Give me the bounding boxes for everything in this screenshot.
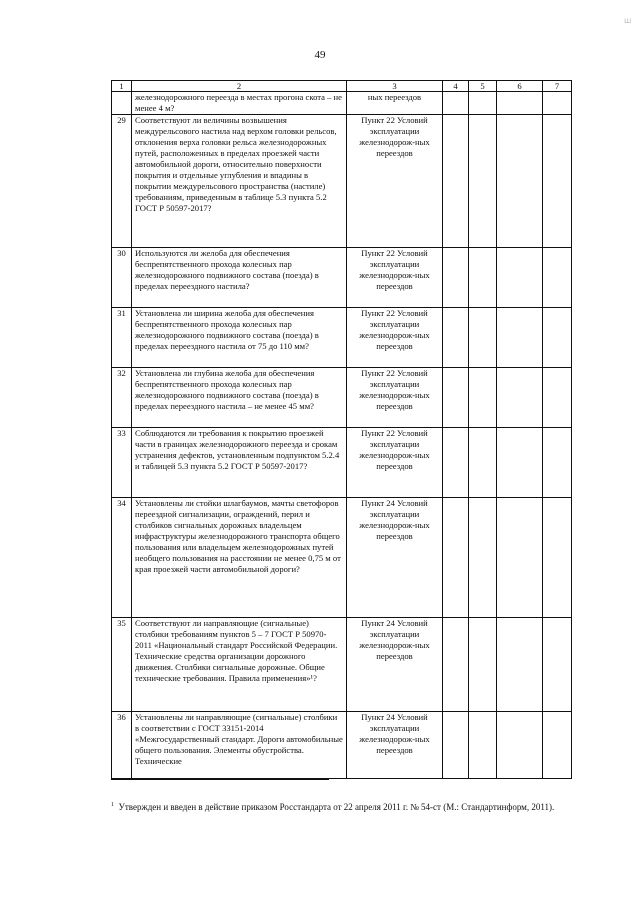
column-header: 3 [347, 81, 443, 92]
row-number: 33 [112, 428, 132, 498]
table-row [112, 308, 572, 368]
table-row [112, 368, 572, 428]
row-number: 35 [112, 618, 132, 712]
requirement-question: Установлена ли ширина желоба для обеспечения беспрепятственного прохода колесных пар железнодорожного подвижного состава (поезда) в пределах переездного настила от 75 до 110 мм? [132, 308, 347, 368]
page-number: 49 [314, 49, 326, 61]
column-header: 4 [443, 81, 469, 92]
requirement-question: Соблюдаются ли требования к покрытию проезжей части в границах железнодорожного переезда и срокам устранения дефектов, установленным подпунктом 5.2.4 и таблицей 5.3 пункта 5.2 ГОСТ Р 50597-2017? [132, 428, 347, 498]
table-row [112, 248, 572, 308]
table-row [112, 618, 572, 712]
answer-cell [443, 92, 469, 115]
answer-cell [443, 498, 469, 618]
row-number: 34 [112, 498, 132, 618]
answer-cell [543, 92, 572, 115]
answer-cell [497, 92, 543, 115]
table-row [112, 498, 572, 618]
answer-cell [443, 428, 469, 498]
answer-cell [497, 428, 543, 498]
requirement-question: Установлена ли глубина желоба для обеспечения беспрепятственного прохода колесных пар железнодорожного подвижного состава (поезда) в пределах переездного настила – не менее 45 мм? [132, 368, 347, 428]
answer-cell [469, 92, 497, 115]
answer-cell [543, 368, 572, 428]
requirement-question: Установлены ли направляющие (сигнальные) столбики в соответствии с ГОСТ 33151-2014 «Межгосударственный стандарт. Дороги автомобильные общего пользования. Элементы обустройства. Технические [132, 712, 347, 779]
answer-cell [497, 712, 543, 779]
legal-basis: Пункт 24 Условий эксплуатации железнодорож-ных переездов [347, 618, 443, 712]
answer-cell [469, 428, 497, 498]
answer-cell [543, 248, 572, 308]
row-number: 29 [112, 115, 132, 248]
column-header: 1 [112, 81, 132, 92]
footnote-divider [111, 779, 329, 780]
answer-cell [469, 368, 497, 428]
answer-cell [497, 498, 543, 618]
answer-cell [497, 248, 543, 308]
answer-cell [443, 618, 469, 712]
requirement-question: Используются ли желоба для обеспечения беспрепятственного прохода колесных пар железнодорожного подвижного состава (поезда) в пределах переездного настила? [132, 248, 347, 308]
answer-cell [497, 618, 543, 712]
footnote-text: Утвержден и введен в действие приказом Росстандарта от 22 апреля 2011 г. № 54-ст (М.: Стандартинформ, 2011). [118, 802, 555, 812]
answer-cell [443, 712, 469, 779]
answer-cell [543, 428, 572, 498]
requirement-question: Соответствуют ли величины возвышения междурельсового настила над верхом головки рельсов, отклонения верха головки рельса железнодорожных путей, расположенных в пределах проезжей части автомобильной дороги, относительно поверхности покрытия и отдельные углубления и впадины в покрытии междурельсового пространства (настиле) требованиям, приведенным в таблице 5.3 пункта 5.2 ГОСТ Р 50597-2017? [132, 115, 347, 248]
answer-cell [497, 368, 543, 428]
legal-basis: ных переездов [347, 92, 443, 115]
answer-cell [497, 308, 543, 368]
answer-cell [497, 115, 543, 248]
column-header: 7 [543, 81, 572, 92]
answer-cell [469, 115, 497, 248]
row-number: 30 [112, 248, 132, 308]
table-row [112, 428, 572, 498]
answer-cell [443, 368, 469, 428]
answer-cell [469, 712, 497, 779]
answer-cell [443, 115, 469, 248]
legal-basis: Пункт 22 Условий эксплуатации железнодорож-ных переездов [347, 428, 443, 498]
footnote-marker: 1 [111, 802, 114, 808]
legal-basis: Пункт 22 Условий эксплуатации железнодорож-ных переездов [347, 308, 443, 368]
requirement-question: Соответствуют ли направляющие (сигнальные) столбики требованиям пунктов 5 – 7 ГОСТ Р 50970-2011 «Национальный стандарт Российской Федерации. Технические средства организации дорожного движения. Столбики сигнальные дорожные. Общие технические требования. Правила применения»¹? [132, 618, 347, 712]
row-number [112, 92, 132, 115]
legal-basis: Пункт 24 Условий эксплуатации железнодорож-ных переездов [347, 712, 443, 779]
legal-basis: Пункт 22 Условий эксплуатации железнодорож-ных переездов [347, 368, 443, 428]
requirement-question: железнодорожного переезда в местах прогона скота – не менее 4 м? [132, 92, 347, 115]
checklist-table [111, 80, 572, 779]
row-number: 31 [112, 308, 132, 368]
legal-basis: Пункт 22 Условий эксплуатации железнодорож-ных переездов [347, 248, 443, 308]
table-header-row [112, 81, 572, 92]
answer-cell [543, 618, 572, 712]
answer-cell [469, 248, 497, 308]
footnote [111, 799, 571, 813]
column-header: 5 [469, 81, 497, 92]
legal-basis: Пункт 22 Условий эксплуатации железнодорож-ных переездов [347, 115, 443, 248]
answer-cell [543, 115, 572, 248]
answer-cell [443, 248, 469, 308]
table-row [112, 92, 572, 115]
answer-cell [543, 308, 572, 368]
column-header: 2 [132, 81, 347, 92]
table-row [112, 712, 572, 779]
answer-cell [469, 498, 497, 618]
answer-cell [543, 712, 572, 779]
column-header: 6 [497, 81, 543, 92]
table-row [112, 115, 572, 248]
row-number: 36 [112, 712, 132, 779]
row-number: 32 [112, 368, 132, 428]
answer-cell [443, 308, 469, 368]
answer-cell [469, 618, 497, 712]
corner-mark: ш [624, 16, 632, 25]
answer-cell [543, 498, 572, 618]
requirement-question: Установлены ли стойки шлагбаумов, мачты светофоров переездной сигнализации, ограждений, перил и столбиков сигнальных дорожных владельцем инфраструктуры железнодорожного транспорта общего пользования или владельцем железнодорожных путей необщего пользования на расстоянии не менее 0,75 м от края проезжей части автомобильной дороги? [132, 498, 347, 618]
legal-basis: Пункт 24 Условий эксплуатации железнодорож-ных переездов [347, 498, 443, 618]
answer-cell [469, 308, 497, 368]
